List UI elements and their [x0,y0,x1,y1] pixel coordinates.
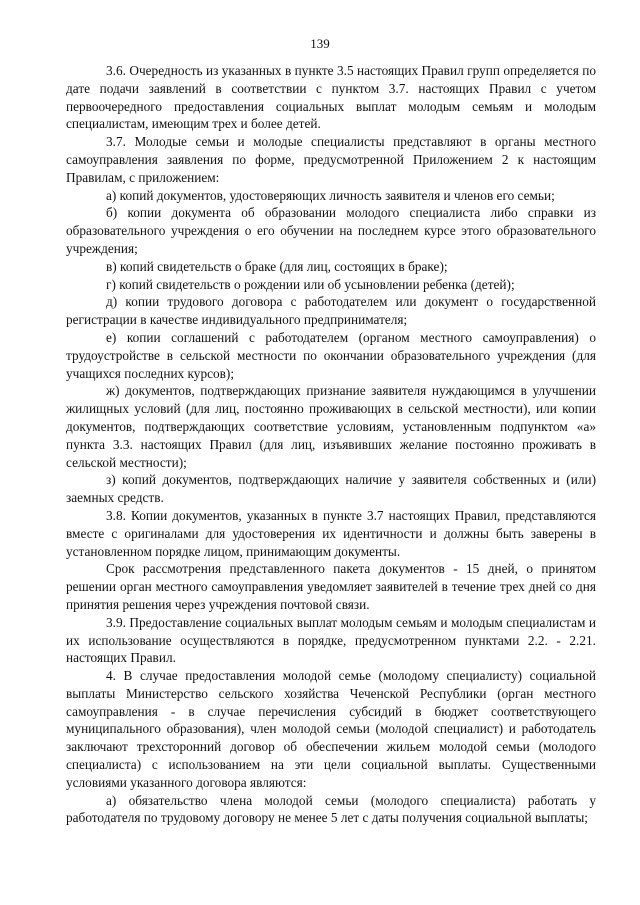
paragraph-4: 4. В случае предоставления молодой семье (молодому специалисту) социальной выплаты Министерство сельского хозяйства Чеченской Республики (орган местного самоуправления - в случае перечисления субсидий в бюджет соответствующего муниципального образования), член молодой семьи (молодой специалист) и работодатель заключают трехсторонний договор об обеспечении жильем молодой семьи (молодого специалиста) с использованием на эти цели социальной выплаты. Существенными условиями указанного договора являются: [66,668,596,790]
page-number: 139 [310,36,330,51]
paragraph-3-9: 3.9. Предоставление социальных выплат молодым семьям и молодым специалистам и их использование осуществляются в порядке, предусмотренном пунктами 2.2. - 2.21. настоящих Правил. [66,614,596,666]
list-item-d: д) копии трудового договора с работодателем или документ о государственной регистрации в качестве индивидуального предпринимателя; [66,294,596,328]
paragraph-4-item-a: а) обязательство члена молодой семьи (молодого специалиста) работать у работодателя по трудовому договору не менее 5 лет с даты получения социальной выплаты; [66,792,596,826]
list-item-g: г) копий свидетельств о рождении или об усыновлении ребенка (детей); [106,276,515,292]
document-body [66,62,596,827]
paragraph-3-7: 3.7. Молодые семьи и молодые специалисты представляют в органы местного самоуправления заявления по форме, предусмотренной Приложением 2 к настоящим Правилам, с приложением: [66,134,596,185]
list-item-v: в) копий свидетельств о браке (для лиц, состоящих в браке); [106,258,448,274]
list-item-e: е) копии соглашений с работодателем (органом местного самоуправления) о трудоустройстве в сельской местности по окончании образовательного учреждения (для учащихся последних курсов); [66,329,596,381]
list-item-zh: ж) документов, подтверждающих признание заявителя нуждающимся в улучшении жилищных условий (для лиц, постоянно проживающих в сельской местности), или копии документов, подтверждающих соответствие условиям, установленным подпунктом «а» пункта 3.3. настоящих Правил (для лиц, изъявивших желание постоянно проживать в сельской местности); [66,383,596,470]
paragraph-3-6: 3.6. Очередность из указанных в пункте 3.5 настоящих Правил групп определяется по дате подачи заявлений в соответствии с пунктом 3.7. настоящих Правил с учетом первоочередного предоставления социальных выплат молодым семьям и молодым специалистам, имеющим трех и более детей. [66,63,596,132]
list-item-a: а) копий документов, удостоверяющих личность заявителя и членов его семьи; [106,187,555,203]
list-item-z: з) копий документов, подтверждающих наличие у заявителя собственных и (или) заемных средств. [66,472,596,506]
paragraph-review-period: Срок рассмотрения представленного пакета документов - 15 дней, о принятом решении орган местного самоуправления уведомляет заявителей в течение трех дней со дня принятия решения через учреждения почтовой связи. [66,561,596,612]
paragraph-3-8: 3.8. Копии документов, указанных в пункте 3.7 настоящих Правил, представляются вместе с оригиналами для удостоверения их идентичности и должны быть заверены в установленном порядке лицом, принимающим документы. [66,507,596,559]
list-item-b: б) копии документа об образовании молодого специалиста либо справки из образовательного учреждения о его обучении на последнем курсе этого образовательного учреждения; [66,205,596,256]
